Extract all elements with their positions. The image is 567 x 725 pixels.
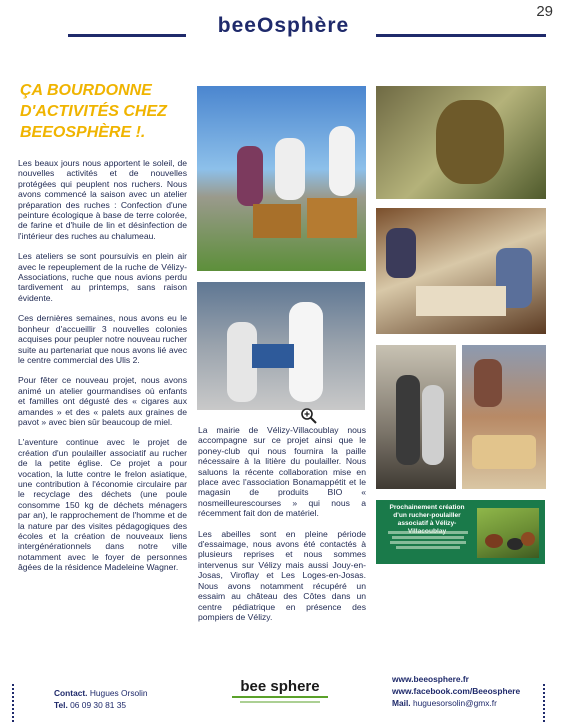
paragraph: Pour fêter ce nouveau projet, nous avons animé un atelier gourmandises où enfants et familles ont dégusté des « cigares aux amandes » et des « palets aux graines de pavot » avec bien sûr beaucoup de miel. <box>18 375 187 427</box>
photo-workshop-table <box>376 208 546 334</box>
article-heading: ÇA BOURDONNE D'ACTIVITÉS CHEZ BEEOSPHÈRE !. <box>20 82 167 141</box>
page-number: 29 <box>536 3 553 20</box>
paragraph: Ces dernières semaines, nous avons eu le bonheur d'accueillir 3 nouvelles colonies acquises pour peupler notre nouveau rucher suite au partenariat que nous avons lié avec le centre commercial des Ulis 2. <box>18 313 187 365</box>
paragraph: La mairie de Vélizy-Villacoublay nous accompagne sur ce projet ainsi que le poney-club qui nous fournira la paille nécessaire à la litière du poulailler. Nous saluons la récente collaboration mise en place avec l'association Bonamappétit et le magasin de produits BIO « nosmeilleurescourses » qui nous a récemment fait don de matériel. <box>198 425 366 519</box>
photo-tasting-treats <box>462 345 546 489</box>
footer-links <box>392 673 520 709</box>
logo-tagline-graphic <box>230 699 330 705</box>
mail-address[interactable]: huguesorsolin@gmx.fr <box>412 698 497 708</box>
contact-label: Contact. <box>54 688 88 698</box>
facebook-link[interactable]: www.facebook.com/Beeosphere <box>392 686 521 696</box>
mail-label: Mail. <box>392 698 411 708</box>
paragraph: Les beaux jours nous apportent le soleil, de nouvelles activités et de nouvelles protégées qui peuplent nos ruchers. Nous avons commencé la saison avec un atelier préparation des ruches : Confection d'une peinture écologique à base de terre colorée, de farine et d'huile de lin et désinfection de l'intérieur des ruches au chalumeau. <box>18 158 187 241</box>
paragraph: L'aventure continue avec le projet de création d'un poulailler associatif au rucher de la petite église. Ce projet a pour vocation, la lutte contre le frelon asiatique, une contribution à l'économie circulaire par le recyclage des déchets (une poule consomme 150 kg de déchets ménagers par an), le rapprochement de l'homme et de la nature par des visites pédagogiques des écoles et la création de nouveaux liens intergénérationnels dans notre ville notamment avec le foyer de personnes âgées de la résidence Madeleine Wagner. <box>18 437 187 573</box>
contact-name: Hugues Orsolin <box>89 688 148 698</box>
promo-photo-chickens <box>477 508 539 558</box>
brand-title: beeOsphère <box>217 14 350 37</box>
logo-text: bee sphere <box>240 678 320 695</box>
website-link[interactable]: www.beeosphere.fr <box>392 674 469 684</box>
tel-label: Tel. <box>54 700 68 710</box>
article-column-1 <box>18 158 187 583</box>
paragraph: Les ateliers se sont poursuivis en plein air avec le repeuplement de la ruche de Vélizy-Associations, ruche que nous avions perdu tardivement au printemps, sans raison évidente. <box>18 251 187 303</box>
logo-underline <box>232 696 328 698</box>
contact-tel[interactable]: 06 09 30 81 35 <box>70 700 127 710</box>
article-column-2 <box>198 425 366 632</box>
paragraph: Les abeilles sont en pleine période d'essaimage, nous avons été contactés à plusieurs reprises et nous sommes intervenus sur Vélizy mais aussi Jouy-en-Josas, Viroflay et Les Loges-en-Josas. Nous avons notamment récupéré un essaim au château des Côtes dans un centre pédiatrique en présence des pompiers de Vélizy. <box>198 528 366 622</box>
photo-bee-swarm <box>376 86 546 199</box>
photo-beekeeper-suits <box>197 282 365 410</box>
zoom-in-icon[interactable] <box>300 407 318 425</box>
beeosphere-logo <box>226 676 334 716</box>
promo-title: Prochainement création d'un rucher-poulailler associatif à Vélizy- <box>389 504 465 527</box>
photo-group-standing <box>376 345 456 489</box>
footer-dotted-divider-left <box>12 684 17 722</box>
promo-fine-print <box>382 529 474 551</box>
footer-contact <box>54 687 148 711</box>
photo-beekeepers-rooftop <box>197 86 366 271</box>
promo-banner <box>376 500 545 564</box>
footer-dotted-divider-right <box>543 684 548 722</box>
